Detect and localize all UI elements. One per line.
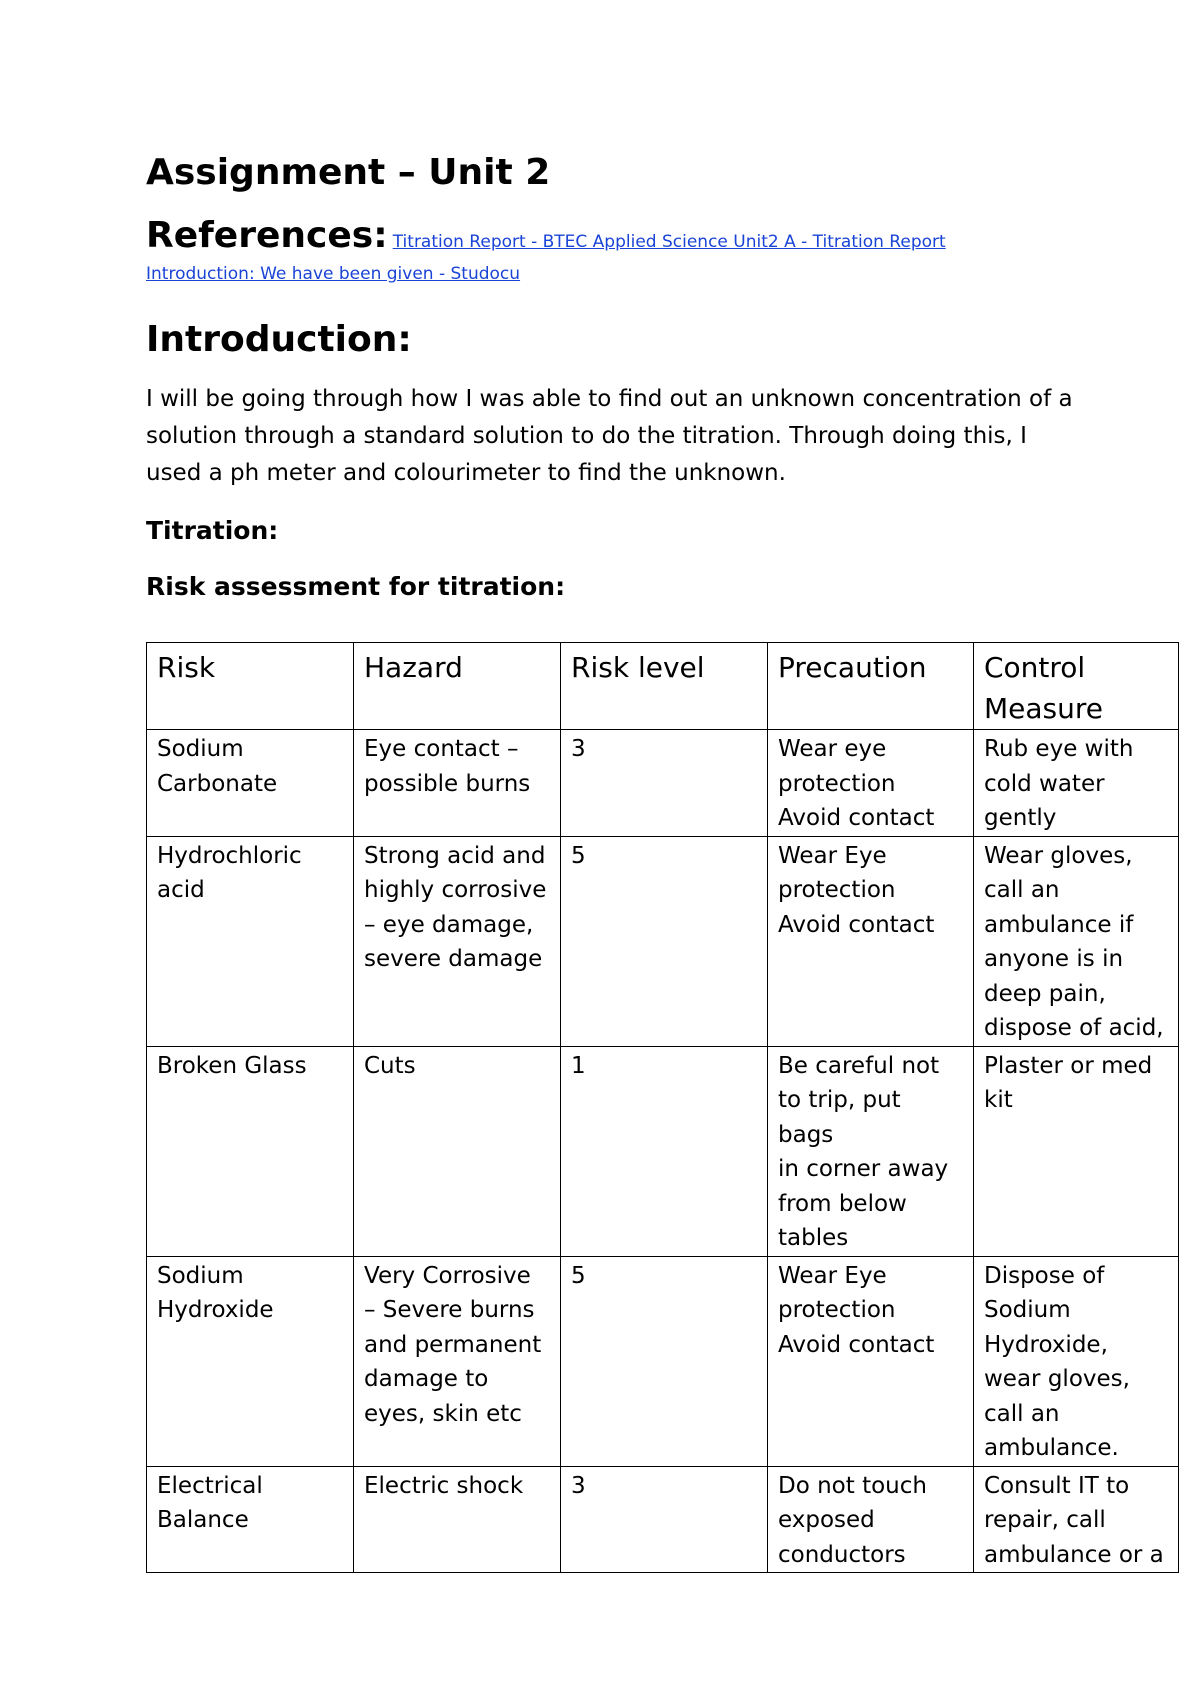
cell-control-measure: Plaster or med kit <box>974 1046 1179 1256</box>
risk-assessment-table <box>146 642 1179 1573</box>
references-label: References: <box>146 215 388 256</box>
cell-hazard: Very Corrosive – Severe burns and permanent damage to eyes, skin etc <box>354 1256 561 1466</box>
table-row <box>147 730 1179 837</box>
table-row <box>147 1256 1179 1466</box>
cell-risk: Broken Glass <box>147 1046 354 1256</box>
cell-precaution: Wear eye protection Avoid contact <box>768 730 974 837</box>
table-row <box>147 1046 1179 1256</box>
references-section <box>146 215 1176 284</box>
cell-hazard: Cuts <box>354 1046 561 1256</box>
header-risk-level: Risk level <box>561 643 768 730</box>
header-precaution: Precaution <box>768 643 974 730</box>
reference-link-part-1[interactable]: Titration Report - BTEC Applied Science Unit2 A - Titration Report <box>392 232 946 252</box>
cell-risk-level: 3 <box>561 1466 768 1573</box>
cell-risk: Sodium Hydroxide <box>147 1256 354 1466</box>
header-hazard: Hazard <box>354 643 561 730</box>
cell-control-measure: Dispose of Sodium Hydroxide, wear gloves, call an ambulance. <box>974 1256 1179 1466</box>
cell-precaution: Wear Eye protection Avoid contact <box>768 1256 974 1466</box>
cell-risk-level: 5 <box>561 836 768 1046</box>
cell-hazard: Eye contact – possible burns <box>354 730 561 837</box>
cell-risk-level: 3 <box>561 730 768 837</box>
cell-hazard: Electric shock <box>354 1466 561 1573</box>
cell-control-measure: Consult IT to repair, call ambulance or a <box>974 1466 1179 1573</box>
document-title: Assignment – Unit 2 <box>146 152 551 193</box>
cell-control-measure: Rub eye with cold water gently <box>974 730 1179 837</box>
cell-precaution: Be careful not to trip, put bags in corner away from below tables <box>768 1046 974 1256</box>
risk-assessment-heading: Risk assessment for titration: <box>146 572 566 601</box>
introduction-heading: Introduction: <box>146 319 412 360</box>
cell-risk: Hydrochloric acid <box>147 836 354 1046</box>
titration-heading: Titration: <box>146 516 279 545</box>
header-control-measure: Control Measure <box>974 643 1179 730</box>
introduction-paragraph: I will be going through how I was able to find out an unknown concentration of a solution through a standard solution to do the titration. Through doing this, I used a ph meter and colourimeter to find the unknown. <box>146 386 1073 486</box>
header-risk: Risk <box>147 643 354 730</box>
cell-control-measure: Wear gloves, call an ambulance if anyone is in deep pain, dispose of acid, <box>974 836 1179 1046</box>
cell-precaution: Do not touch exposed conductors <box>768 1466 974 1573</box>
cell-hazard: Strong acid and highly corrosive – eye damage, severe damage <box>354 836 561 1046</box>
reference-link-part-2[interactable]: Introduction: We have been given - Studocu <box>146 264 521 284</box>
cell-risk: Electrical Balance <box>147 1466 354 1573</box>
document-page <box>146 150 1176 1568</box>
table-row <box>147 836 1179 1046</box>
cell-risk-level: 1 <box>561 1046 768 1256</box>
table-row <box>147 1466 1179 1573</box>
table-header-row <box>147 643 1179 730</box>
cell-risk-level: 5 <box>561 1256 768 1466</box>
cell-risk: Sodium Carbonate <box>147 730 354 837</box>
cell-precaution: Wear Eye protection Avoid contact <box>768 836 974 1046</box>
